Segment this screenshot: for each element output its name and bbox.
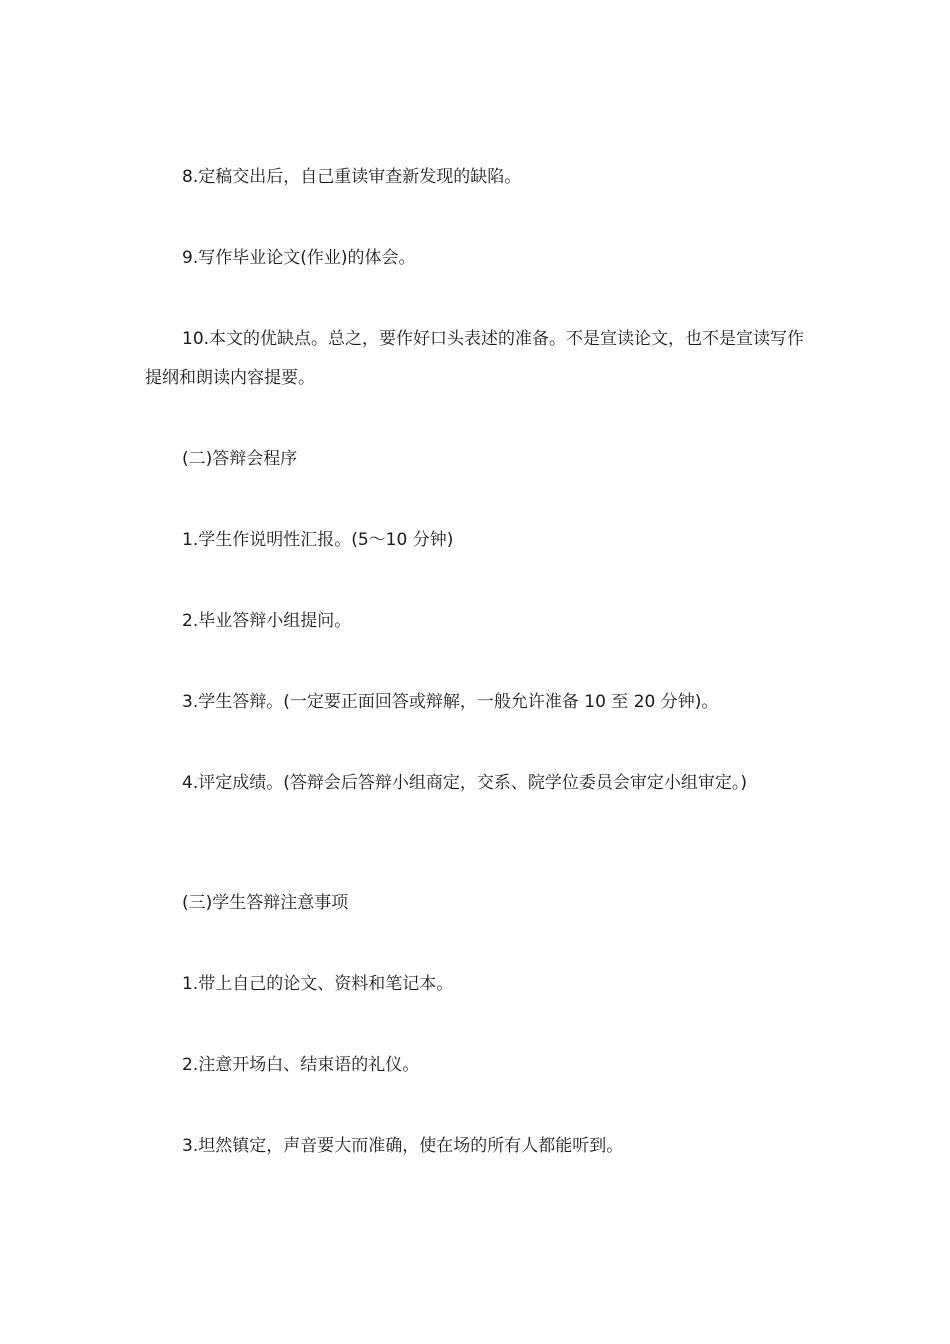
section-heading-defense-procedure: (二)答辩会程序 — [182, 449, 298, 469]
notes-item-1: 1.带上自己的论文、资料和笔记本。 — [182, 974, 454, 994]
paragraph-10-strengths-weaknesses: 10.本文的优缺点。总之，要作好口头表述的准备。不是宣读论文，也不是宣读写作提纲和朗读内容提要。 — [145, 329, 805, 388]
paragraph-8-final-draft-defects: 8.定稿交出后，自己重读审查新发现的缺陷。 — [182, 167, 522, 187]
procedure-item-4: 4.评定成绩。(答辩会后答辩小组商定，交系、院学位委员会审定小组审定。) — [182, 773, 747, 793]
procedure-item-1: 1.学生作说明性汇报。(5～10 分钟) — [182, 530, 454, 550]
procedure-item-2: 2.毕业答辩小组提问。 — [182, 611, 352, 631]
notes-item-3: 3.坦然镇定，声音要大而准确，使在场的所有人都能听到。 — [182, 1136, 624, 1156]
section-heading-student-notes: (三)学生答辩注意事项 — [182, 893, 349, 913]
notes-item-2: 2.注意开场白、结束语的礼仪。 — [182, 1055, 420, 1075]
paragraph-9-writing-experience: 9.写作毕业论文(作业)的体会。 — [182, 248, 416, 268]
procedure-item-3: 3.学生答辩。(一定要正面回答或辩解，一般允许准备 10 至 20 分钟)。 — [182, 692, 719, 712]
